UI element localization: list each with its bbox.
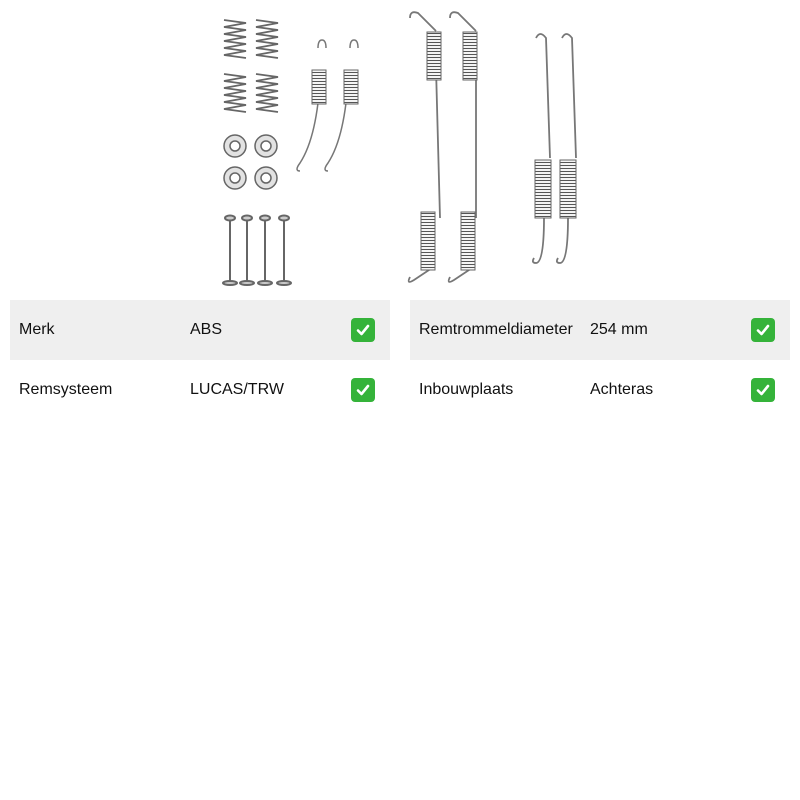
spec-label: Inbouwplaats	[419, 381, 514, 398]
spec-row	[410, 360, 790, 420]
washer-group	[224, 135, 277, 189]
spec-value: ABS	[190, 321, 223, 338]
spec-row	[10, 360, 390, 420]
spec-row	[10, 300, 390, 360]
spec-table-left	[10, 300, 390, 420]
spec-value: Achteras	[590, 381, 654, 398]
check-mark-icon	[351, 318, 375, 342]
check-mark-icon	[751, 318, 775, 342]
spec-value: 254 mm	[590, 321, 648, 338]
medium-spring-group	[297, 40, 358, 171]
spec-label: Merk	[19, 321, 55, 338]
check-mark-icon	[351, 378, 375, 402]
spec-row	[410, 300, 790, 360]
long-spring-group	[409, 12, 477, 282]
tall-spring-group	[533, 34, 576, 263]
spec-table-right	[410, 300, 790, 420]
small-spring-group	[224, 20, 278, 112]
pin-group	[223, 216, 291, 286]
spec-label: Remtrommeldiameter	[419, 321, 573, 338]
spec-label: Remsysteem	[19, 381, 113, 398]
check-mark-icon	[751, 378, 775, 402]
spec-value: LUCAS/TRW	[190, 381, 284, 398]
product-image	[210, 8, 590, 290]
